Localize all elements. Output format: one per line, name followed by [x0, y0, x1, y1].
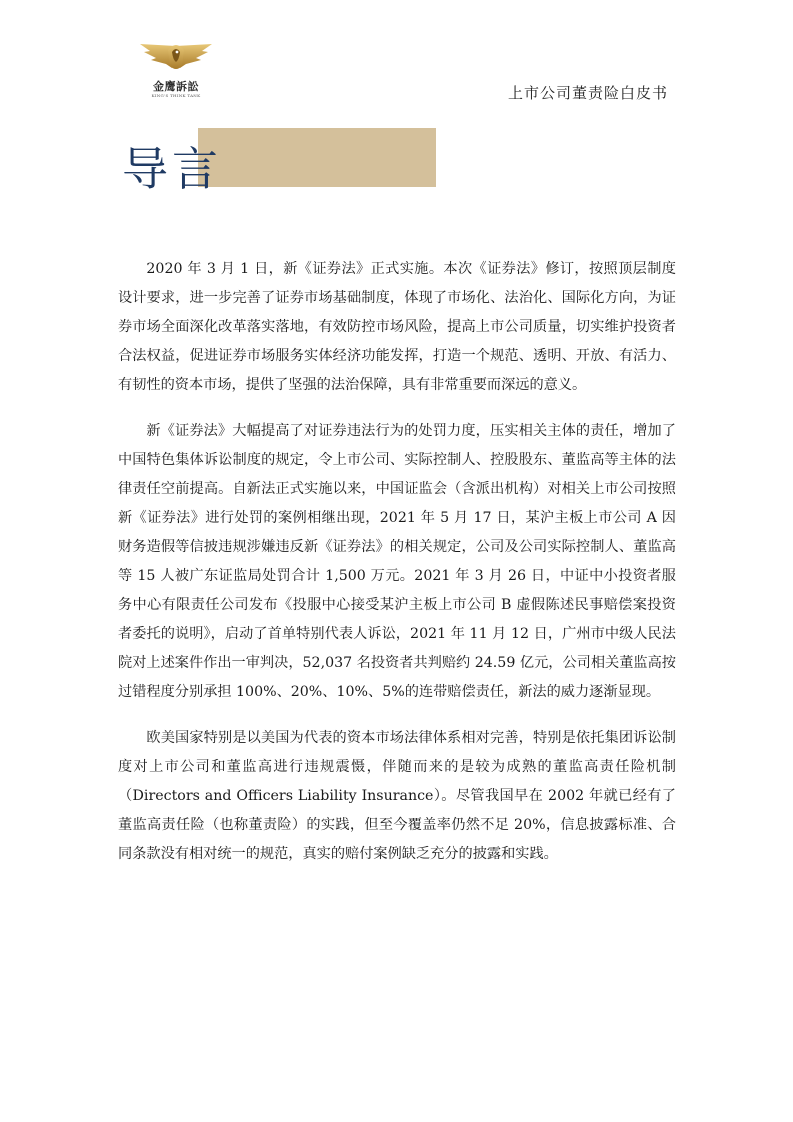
body-text: [118, 255, 676, 886]
paragraph-3: 欧美国家特别是以美国为代表的资本市场法律体系相对完善，特别是依托集团诉讼制度对上市公司和董监高进行违规震慑，伴随而来的是较为成熟的董监高责任险机制（Directors and Officers Liability Insurance）。尽管我国早在 2002 年就已经有了董监高责任险（也称董责险）的实践，但至今覆盖率仍然不足 20%，信息披露标准、合同条款没有相对统一的规范，真实的赔付案例缺乏充分的披露和实践。: [118, 730, 676, 862]
eagle-wings-icon: [136, 38, 216, 78]
section-title: 导言: [122, 142, 222, 196]
paragraph-1: 2020 年 3 月 1 日，新《证券法》正式实施。本次《证券法》修订，按照顶层制度设计要求，进一步完善了证券市场基础制度，体现了市场化、法治化、国际化方向，为证券市场全面深化改革落实落地，有效防控市场风险，提高上市公司质量，切实维护投资者合法权益，促进证券市场服务实体经济功能发挥，打造一个规范、透明、开放、有活力、有韧性的资本市场，提供了坚强的法治保障，具有非常重要而深远的意义。: [118, 261, 676, 393]
logo-text: 金鹰訴訟: [153, 80, 199, 93]
logo-subtext: KING'S THINK TANK: [151, 93, 201, 98]
title-accent-block: [198, 128, 436, 187]
paragraph-2: 新《证券法》大幅提高了对证券违法行为的处罚力度，压实相关主体的责任，增加了中国特色集体诉讼制度的规定，令上市公司、实际控制人、控股股东、董监高等主体的法律责任空前提高。自新法正式实施以来，中国证监会（含派出机构）对相关上市公司按照新《证券法》进行处罚的案例相继出现，2021 年 5 月 17 日，某沪主板上市公司 A 因财务造假等信披违规涉嫌违反新《证券法》的相关规定，公司及公司实际控制人、董监高等 15 人被广东证监局处罚合计 1,500 万元。2021 年 3 月 26 日，中证中小投资者服务中心有限责任公司发布《投服中心接受某沪主板上市公司 B 虚假陈述民事赔偿案投资者委托的说明》，启动了首单特别代表人诉讼，2021 年 11 月 12 日，广州市中级人民法院对上述案件作出一审判决，52,037 名投资者共判赔约 24.59 亿元，公司相关董监高按过错程度分别承担 100%、20%、10%、5%的连带赔偿责任，新法的威力逐渐显现。: [118, 423, 676, 700]
document-title: 上市公司董责险白皮书: [507, 84, 668, 102]
company-logo: [136, 38, 216, 102]
